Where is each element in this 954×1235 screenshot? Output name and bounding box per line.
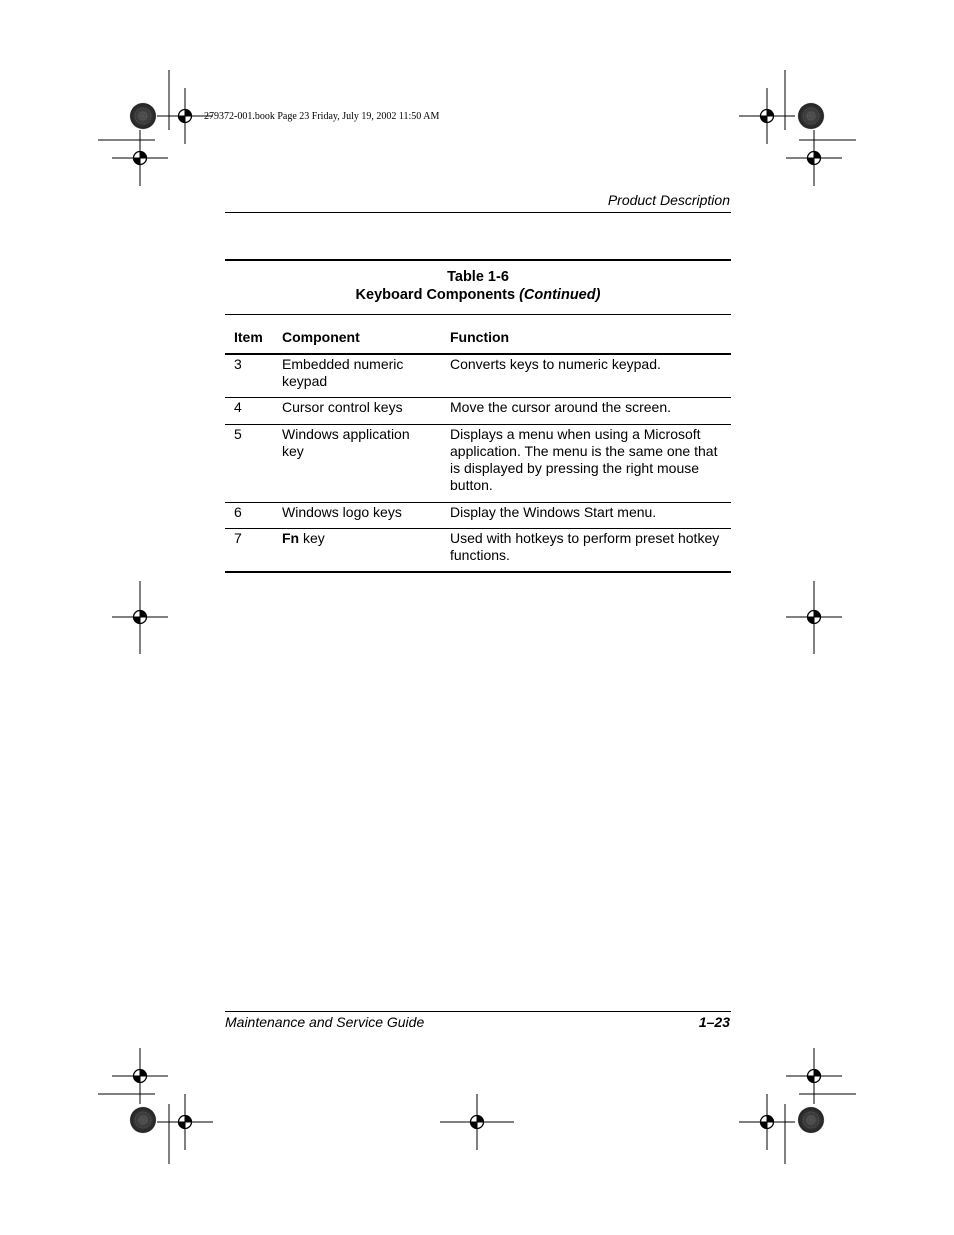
row-divider xyxy=(225,424,731,425)
starburst-mark-top-left xyxy=(130,103,156,129)
table-row-component: Windows logo keys xyxy=(282,504,402,520)
table-row-item: 3 xyxy=(234,356,242,372)
table-row-component xyxy=(282,530,442,547)
starburst-mark-top-right xyxy=(798,103,824,129)
table-row-item: 4 xyxy=(234,399,242,415)
starburst-mark-bottom-right xyxy=(798,1107,824,1133)
page-number: 1–23 xyxy=(698,1014,730,1030)
table-row-item: 7 xyxy=(234,530,242,546)
registration-target-top-right xyxy=(739,88,795,144)
footer-guide-title: Maintenance and Service Guide xyxy=(225,1014,425,1030)
registration-target-left-lower xyxy=(112,1048,168,1104)
footer-rule xyxy=(225,1011,731,1012)
table-top-rule xyxy=(225,259,731,261)
table-row-function: Move the cursor around the screen. xyxy=(450,399,672,415)
starburst-mark-bottom-left xyxy=(130,1107,156,1133)
row-divider xyxy=(225,502,731,503)
fn-key-label: Fn xyxy=(282,530,300,546)
row-divider xyxy=(225,397,731,398)
registration-target-left-upper xyxy=(112,130,168,186)
table-row-function: Displays a menu when using a Microsoft application. The menu is the same one that is displayed by pressing the right mouse button. xyxy=(450,426,718,493)
table-bottom-rule xyxy=(225,571,731,573)
table-row-function: Converts keys to numeric keypad. xyxy=(450,356,661,372)
fn-key-suffix: key xyxy=(299,530,325,546)
column-header-function: Function xyxy=(450,329,510,345)
title-rule xyxy=(225,314,731,315)
registration-target-right-upper xyxy=(786,130,842,186)
row-divider xyxy=(225,528,731,529)
registration-target-right-lower xyxy=(786,1048,842,1104)
registration-target-bottom-left xyxy=(157,1094,213,1150)
table-title xyxy=(225,268,731,304)
running-head: Product Description xyxy=(607,192,730,208)
column-header-component: Component xyxy=(282,329,360,345)
table-number: Table 1-6 xyxy=(447,269,509,285)
table-caption-continued: (Continued) xyxy=(519,287,601,303)
table-caption xyxy=(225,286,731,304)
table-row-function: Used with hotkeys to perform preset hotkey functions. xyxy=(450,530,720,563)
print-slug-line: 279372-001.book Page 23 Friday, July 19, 2002 11:50 AM xyxy=(204,111,440,122)
header-bottom-rule xyxy=(225,353,731,355)
header-rule xyxy=(225,212,731,213)
table-row-component: Cursor control keys xyxy=(282,399,403,415)
table-caption-main: Keyboard Components xyxy=(355,287,516,303)
table-row-function: Display the Windows Start menu. xyxy=(450,504,657,520)
table-row-item: 5 xyxy=(234,426,242,442)
table-row-component: Windows application key xyxy=(282,426,410,459)
table-row-item: 6 xyxy=(234,504,242,520)
table-row-component: Embedded numeric keypad xyxy=(282,356,404,389)
registration-target-bottom-right xyxy=(739,1094,795,1150)
column-header-item: Item xyxy=(234,329,263,345)
